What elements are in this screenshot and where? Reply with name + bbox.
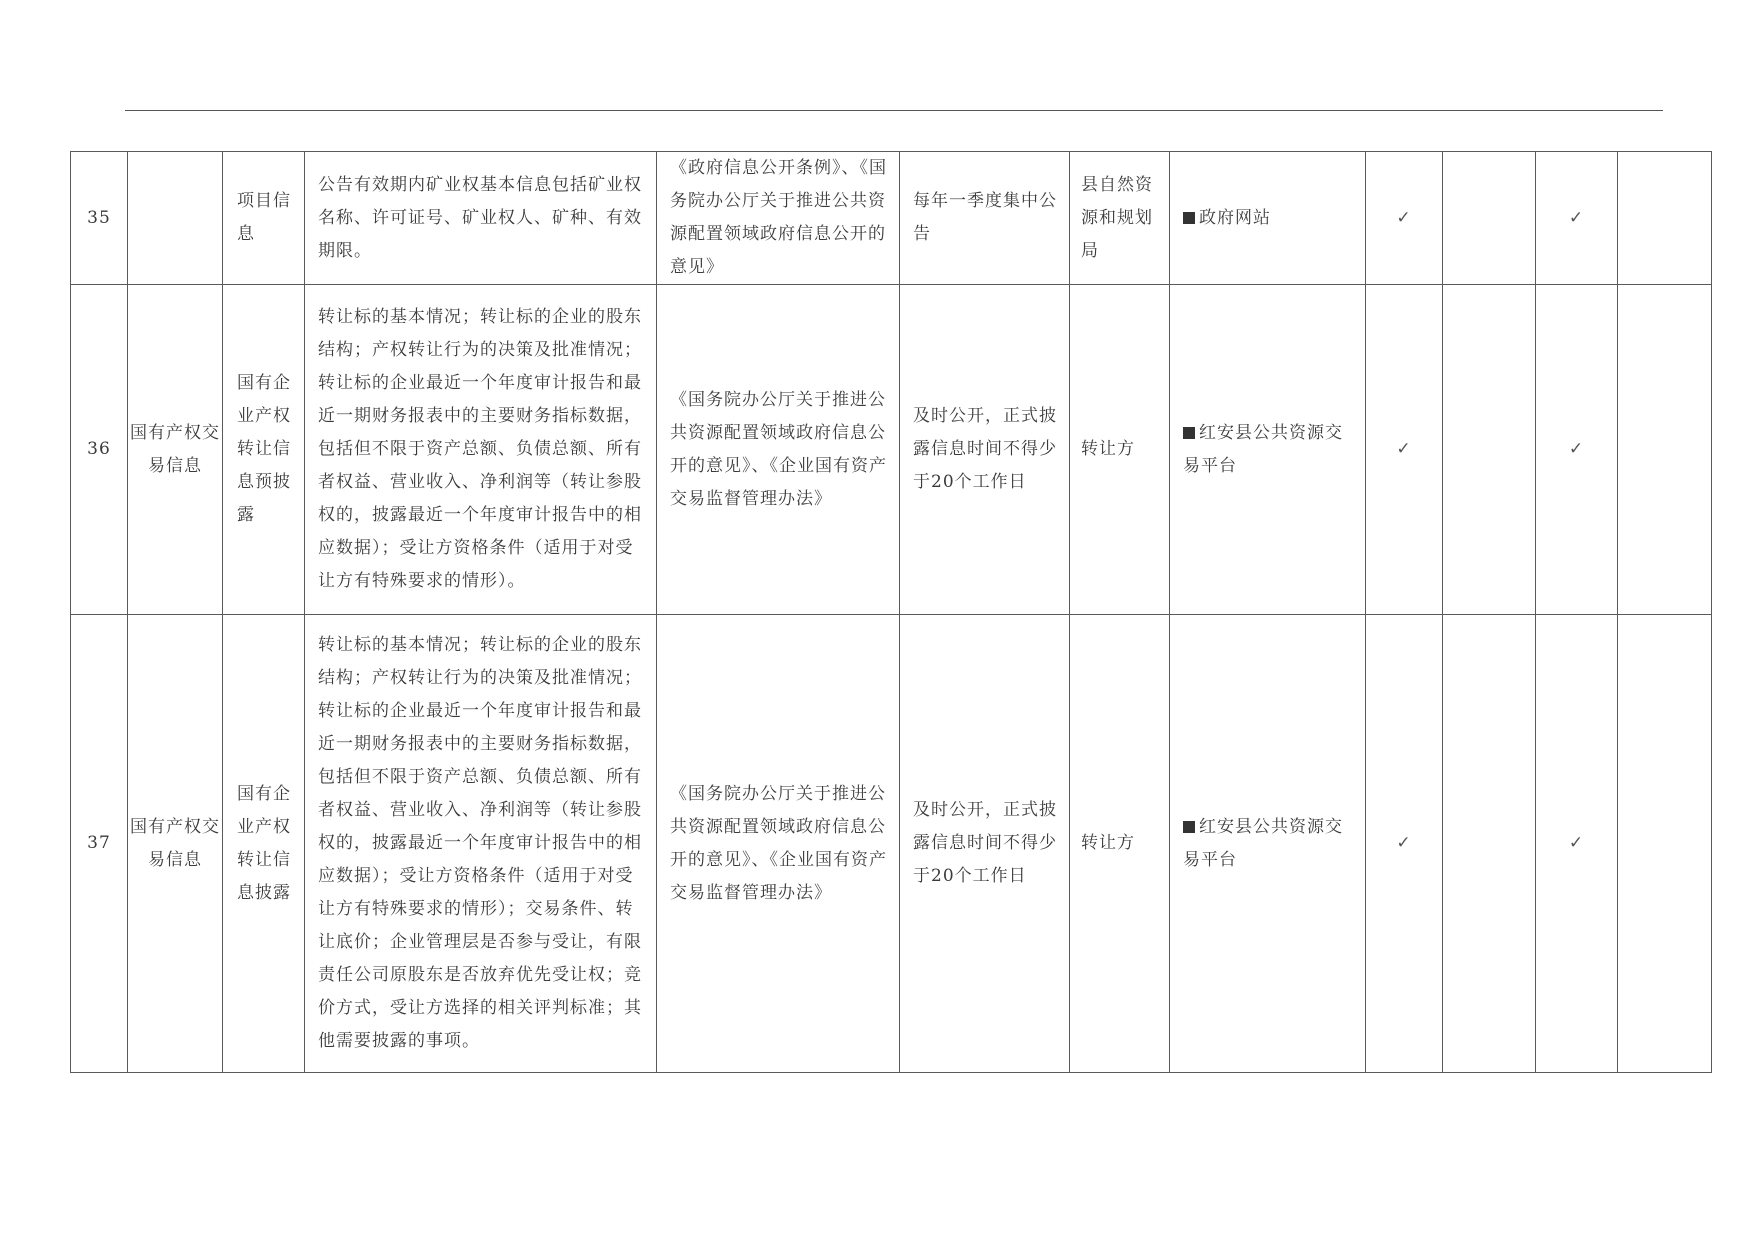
- filled-square-icon: [1183, 821, 1195, 833]
- row-number: 35: [71, 152, 128, 285]
- check-cell: ✓: [1366, 615, 1443, 1073]
- table-row: [71, 152, 1712, 285]
- header-rule: [125, 110, 1663, 111]
- channel-label: 政府网站: [1199, 207, 1271, 228]
- filled-square-icon: [1183, 427, 1195, 439]
- timing-cell: 每年一季度集中公告: [900, 152, 1070, 285]
- check-cell: ✓: [1366, 285, 1443, 615]
- disclosure-table: [70, 151, 1712, 1073]
- basis-cell: 《国务院办公厅关于推进公共资源配置领域政府信息公开的意见》、《企业国有资产交易监督管理办法》: [657, 285, 900, 615]
- check-cell: [1443, 152, 1536, 285]
- check-cell: [1618, 615, 1712, 1073]
- subject-cell: 转让方: [1070, 615, 1170, 1073]
- check-cell: [1618, 152, 1712, 285]
- check-cell: [1443, 615, 1536, 1073]
- content-cell: 转让标的基本情况；转让标的企业的股东结构；产权转让行为的决策及批准情况；转让标的企业最近一个年度审计报告和最近一期财务报表中的主要财务指标数据，包括但不限于资产总额、负债总额、所有者权益、营业收入、净利润等（转让参股权的，披露最近一个年度审计报告中的相应数据）；受让方资格条件（适用于对受让方有特殊要求的情形）。: [305, 285, 657, 615]
- item-cell: 国有企业产权转让信息披露: [223, 615, 305, 1073]
- row-number: 37: [71, 615, 128, 1073]
- check-cell: [1443, 285, 1536, 615]
- filled-square-icon: [1183, 212, 1195, 224]
- category-cell: 国有产权交易信息: [128, 285, 223, 615]
- basis-cell: 《国务院办公厅关于推进公共资源配置领域政府信息公开的意见》、《企业国有资产交易监督管理办法》: [657, 615, 900, 1073]
- table-row: [71, 615, 1712, 1073]
- item-cell: 国有企业产权转让信息预披露: [223, 285, 305, 615]
- subject-cell: 转让方: [1070, 285, 1170, 615]
- check-cell: [1618, 285, 1712, 615]
- basis-cell: 《政府信息公开条例》、《国务院办公厅关于推进公共资源配置领域政府信息公开的意见》: [657, 152, 900, 285]
- timing-cell: 及时公开，正式披露信息时间不得少于20个工作日: [900, 285, 1070, 615]
- check-cell: ✓: [1536, 615, 1618, 1073]
- item-cell: 项目信息: [223, 152, 305, 285]
- timing-cell: 及时公开，正式披露信息时间不得少于20个工作日: [900, 615, 1070, 1073]
- channel-label: 红安县公共资源交易平台: [1183, 422, 1343, 476]
- channel-cell: [1170, 285, 1366, 615]
- check-cell: ✓: [1536, 152, 1618, 285]
- content-cell: 转让标的基本情况；转让标的企业的股东结构；产权转让行为的决策及批准情况；转让标的企业最近一个年度审计报告和最近一期财务报表中的主要财务指标数据，包括但不限于资产总额、负债总额、所有者权益、营业收入、净利润等（转让参股权的，披露最近一个年度审计报告中的相应数据）；受让方资格条件（适用于对受让方有特殊要求的情形）；交易条件、转让底价；企业管理层是否参与受让，有限责任公司原股东是否放弃优先受让权；竞价方式，受让方选择的相关评判标准；其他需要披露的事项。: [305, 615, 657, 1073]
- subject-cell: 县自然资源和规划局: [1070, 152, 1170, 285]
- category-cell: 国有产权交易信息: [128, 615, 223, 1073]
- category-cell: [128, 152, 223, 285]
- channel-cell: [1170, 615, 1366, 1073]
- content-cell: 公告有效期内矿业权基本信息包括矿业权名称、许可证号、矿业权人、矿种、有效期限。: [305, 152, 657, 285]
- channel-cell: [1170, 152, 1366, 285]
- channel-label: 红安县公共资源交易平台: [1183, 816, 1343, 870]
- check-cell: ✓: [1536, 285, 1618, 615]
- row-number: 36: [71, 285, 128, 615]
- table-row: [71, 285, 1712, 615]
- check-cell: ✓: [1366, 152, 1443, 285]
